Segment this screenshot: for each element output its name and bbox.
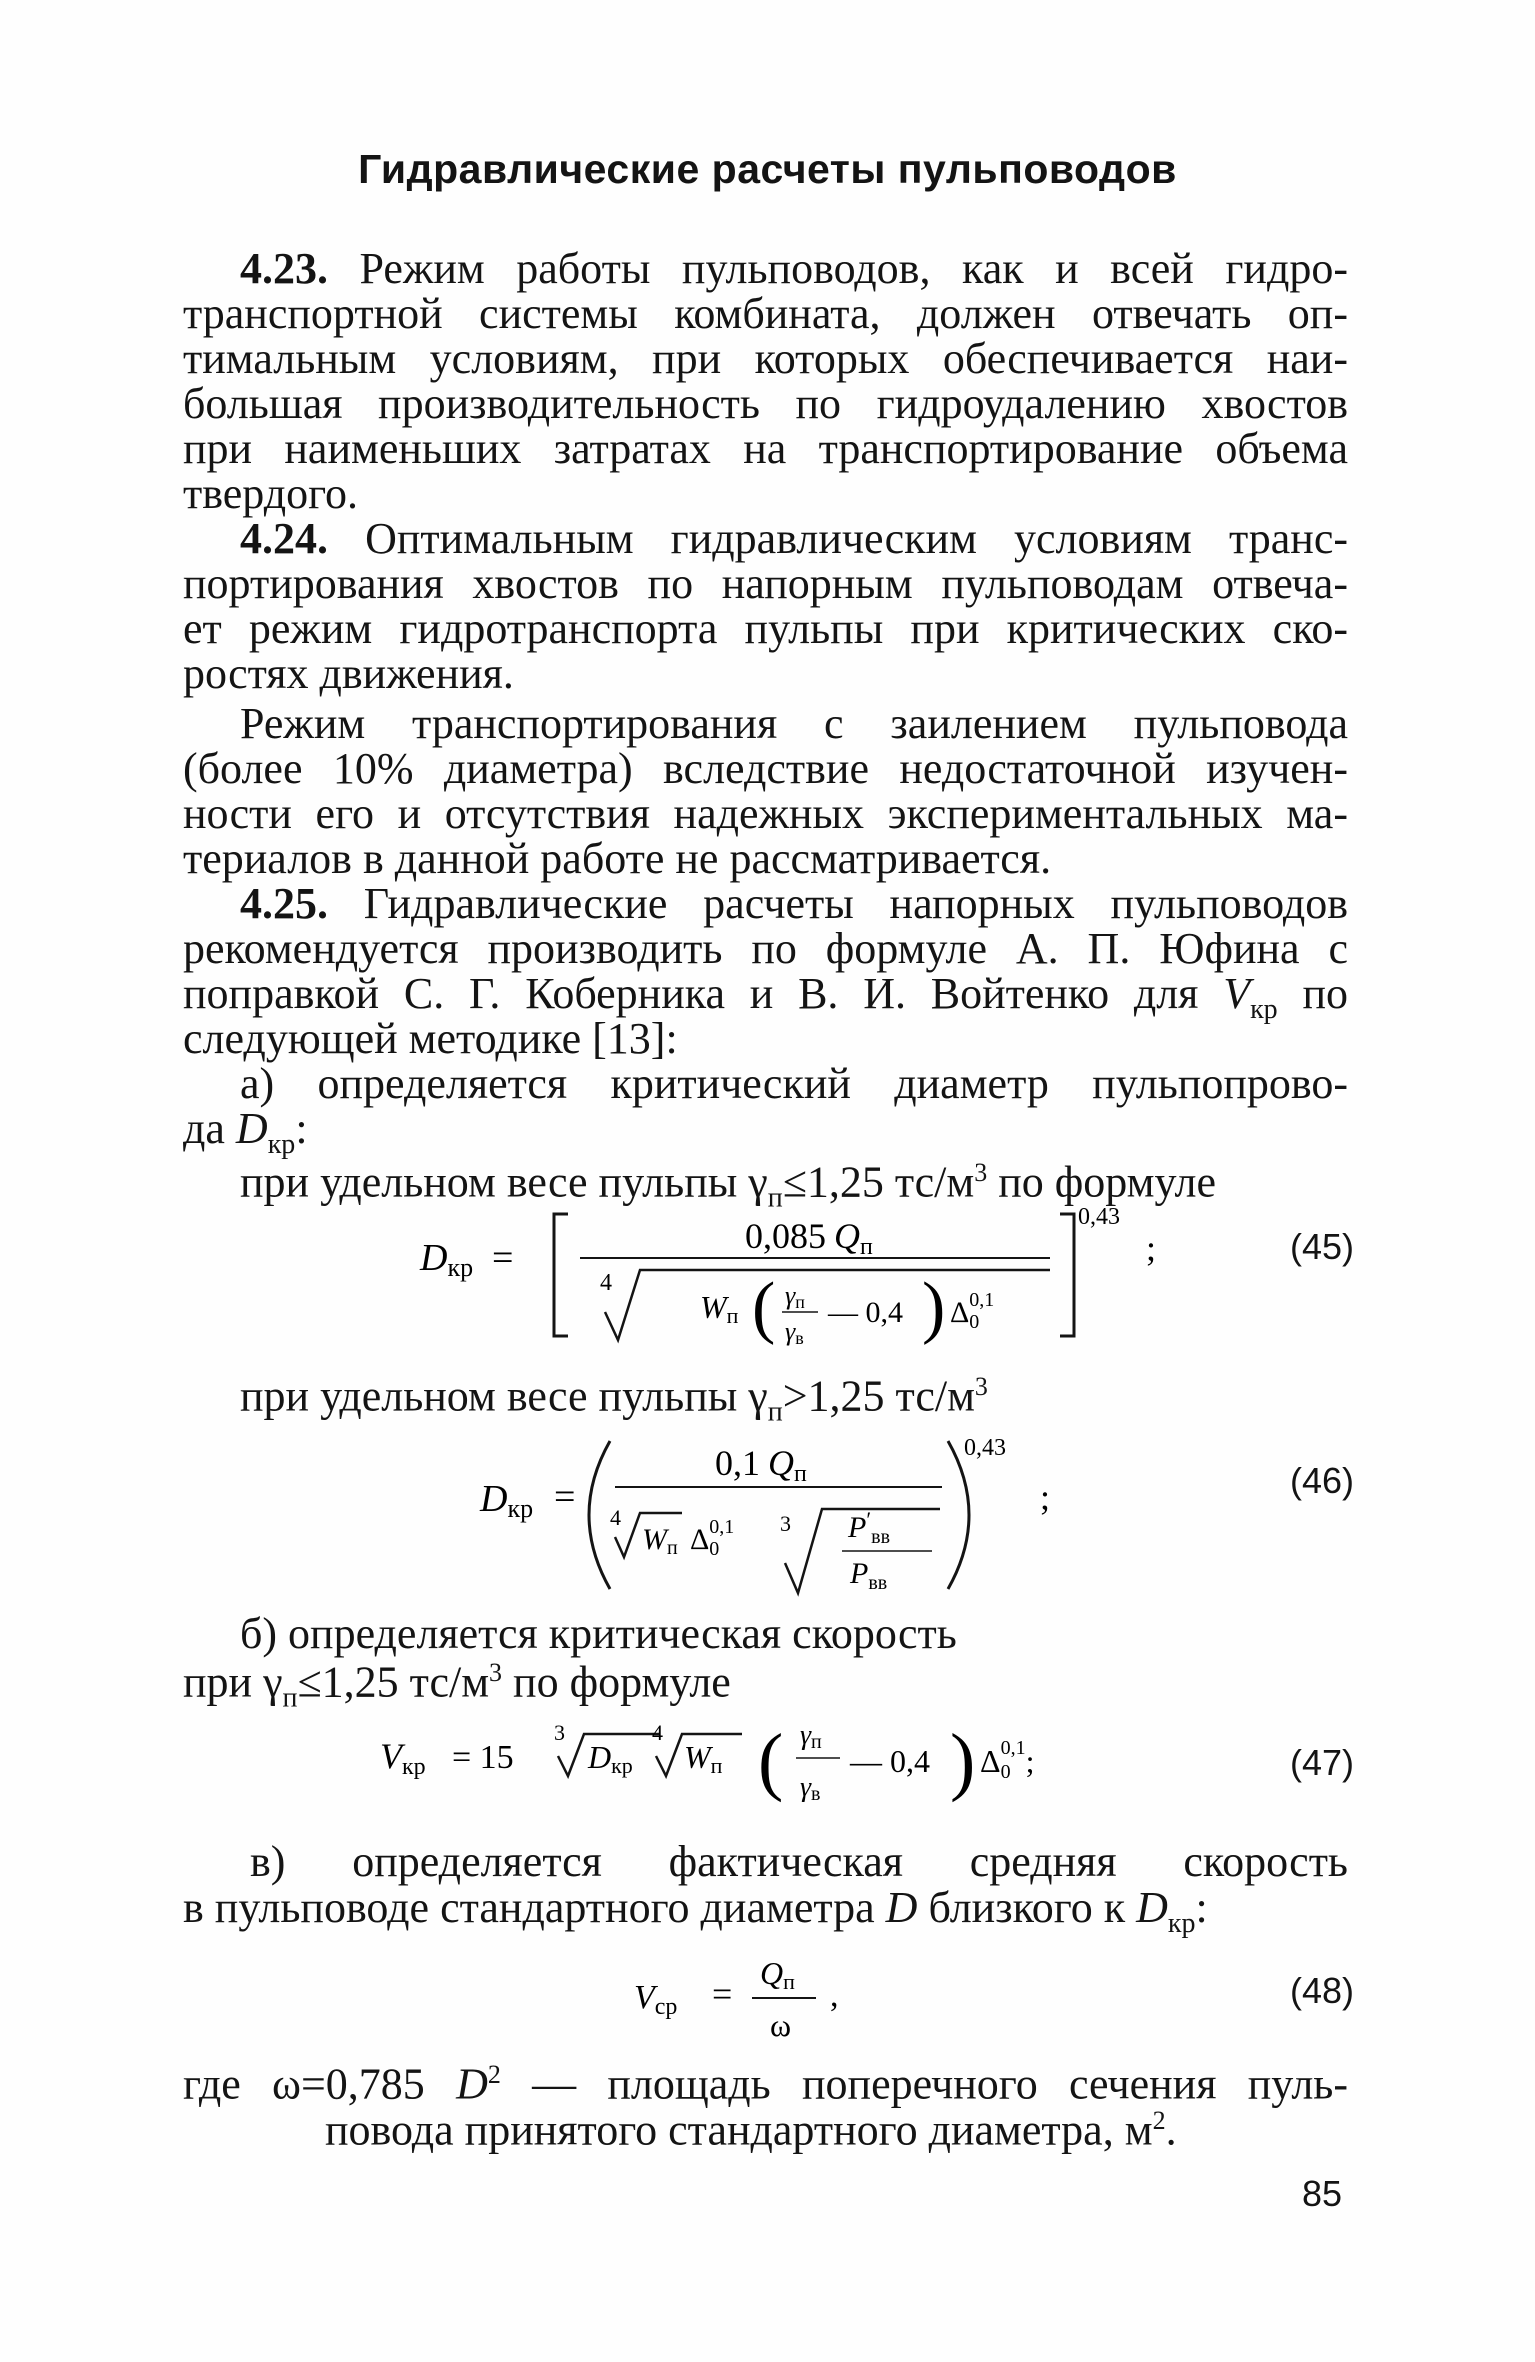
subscript: п xyxy=(767,1182,783,1214)
text-line xyxy=(183,2059,1348,2109)
superscript: 2 xyxy=(487,2060,501,2089)
text-span: где ω=0,785 xyxy=(183,2059,425,2109)
eq47-coef: = 15 xyxy=(452,1739,514,1776)
eq46-lhs: Dкр xyxy=(480,1478,534,1523)
paren-open: ( xyxy=(758,1719,784,1803)
eq46-w: Wп xyxy=(642,1523,678,1559)
text-line: транспортной системы комбината, должен отвечать оп- xyxy=(183,289,1348,338)
clause-number: 4.23. xyxy=(240,244,328,293)
subscript: кр xyxy=(1167,1907,1196,1939)
text-line: тимальным условиям, при которых обеспечивается наи- xyxy=(183,334,1348,383)
equation-number-47: (47) xyxy=(1290,1742,1355,1783)
text-span: >1,25 тс/м xyxy=(782,1371,975,1421)
text-span: при удельном весе пульпы γ xyxy=(240,1157,768,1207)
eq48-equals: = xyxy=(712,1974,733,2014)
root4-index: 4 xyxy=(610,1505,621,1530)
text-line: большая производительность по гидроудалению хвостов xyxy=(183,379,1348,428)
equation-48 xyxy=(620,1940,880,2050)
eq45-equals: = xyxy=(492,1237,514,1279)
clause-number: 4.24. xyxy=(240,514,328,563)
paren-close: ) xyxy=(922,1269,946,1346)
eq46-equals: = xyxy=(554,1476,576,1518)
big-paren-right xyxy=(948,1441,969,1589)
root4-index: 4 xyxy=(652,1720,663,1745)
text-line xyxy=(240,879,1348,928)
root3-index: 3 xyxy=(554,1720,565,1745)
text-line: ростях движения. xyxy=(183,649,514,698)
equation-number-45: (45) xyxy=(1290,1226,1355,1267)
text-span: ≤1,25 тс/м xyxy=(297,1657,490,1707)
eq46-exponent: 0,43 xyxy=(964,1435,1006,1461)
var-d: D xyxy=(1136,1883,1168,1932)
eq48-comma: , xyxy=(830,1977,839,2014)
text-line: ет режим гидротранспорта пульпы при критических ско- xyxy=(183,604,1348,653)
var-d: D xyxy=(456,2059,488,2109)
text-span: повода принятого стандартного диаметра, м xyxy=(325,2105,1153,2155)
eq47-d: Dкр xyxy=(588,1739,633,1778)
text-span: : xyxy=(1195,1883,1208,1932)
condition-line xyxy=(240,1371,988,1428)
eq45-minus: — 0,4 xyxy=(828,1296,903,1329)
eq46-delta: $\Delta_00,1$ xyxy=(690,1516,735,1560)
left-bracket xyxy=(554,1214,568,1336)
eq45-g1: γп xyxy=(785,1281,805,1312)
text-span: ≤1,25 тс/м xyxy=(782,1157,975,1207)
text-span: по xyxy=(1302,969,1348,1018)
eq45-g2: γв xyxy=(785,1317,804,1348)
eq47-w: Wп xyxy=(684,1739,723,1778)
equation-47 xyxy=(370,1700,1120,1820)
text-line: ности его и отсутствия надежных экспериментальных ма- xyxy=(183,789,1348,838)
eq45-numerator: 0,085 Qп xyxy=(745,1216,873,1260)
text-line xyxy=(183,1104,308,1160)
eq48-q: Qп xyxy=(760,1955,795,1994)
eq47-lhs: Vкр xyxy=(380,1736,426,1780)
eq45-lhs: Dкр xyxy=(420,1237,474,1282)
text-span: близкого к xyxy=(928,1883,1126,1932)
paren-close: ) xyxy=(950,1719,976,1803)
equation-number-48: (48) xyxy=(1290,1970,1355,2011)
text-span: при γ xyxy=(183,1657,283,1707)
text-line xyxy=(325,2105,1177,2155)
text-span: в пульповоде стандартного диаметра xyxy=(183,1883,875,1932)
text-line: а) определяется критический диаметр пульпопрово- xyxy=(240,1059,1348,1108)
clause-number: 4.25. xyxy=(240,879,328,928)
text-span: Оптимальным гидравлическим условиям транс- xyxy=(365,514,1348,563)
equation-number-46: (46) xyxy=(1290,1460,1355,1501)
v-kr xyxy=(1223,969,1278,1025)
paren-open: ( xyxy=(752,1269,776,1346)
text-span: по формуле xyxy=(987,1157,1217,1207)
text-line: Режим транспортирования с заилением пульповода xyxy=(240,699,1348,748)
text-line xyxy=(240,514,1348,563)
text-span: при удельном весе пульпы γ xyxy=(240,1371,768,1421)
eq46-p1: $P'_{вв}$ xyxy=(848,1507,891,1548)
eq47-g2: γв xyxy=(800,1772,821,1805)
text-line: рекомендуется производить по формуле А. П. Юфина с xyxy=(183,924,1348,973)
superscript: 3 xyxy=(489,1658,503,1687)
eq48-omega: ω xyxy=(770,2007,792,2043)
text-span: да xyxy=(183,1104,225,1153)
var-d: D xyxy=(235,1104,268,1153)
subscript: кр xyxy=(267,1128,296,1160)
var-v: V xyxy=(1223,969,1251,1018)
equation-46 xyxy=(450,1425,1090,1605)
equation-45 xyxy=(400,1200,1200,1350)
text-line: териалов в данной работе не рассматривается. xyxy=(183,834,1052,883)
subscript: п xyxy=(767,1396,783,1428)
root3-index: 3 xyxy=(780,1511,791,1536)
eq45-delta: $\Delta_00,1$ xyxy=(950,1289,995,1333)
eq47-minus: — 0,4 xyxy=(850,1743,930,1779)
subscript: кр xyxy=(1250,993,1278,1025)
text-span: по формуле xyxy=(502,1657,731,1707)
text-line: (более 10% диаметра) вследствие недостаточной изучен- xyxy=(183,744,1348,793)
superscript: 3 xyxy=(974,1158,988,1187)
text-span: Гидравлические расчеты напорных пульповодов xyxy=(363,879,1348,928)
text-line: при наименьших затратах на транспортирование объема xyxy=(183,424,1348,473)
text-span: . xyxy=(1165,2105,1177,2155)
eq45-w: Wп xyxy=(700,1289,739,1328)
eq45-exponent: 0,43 xyxy=(1078,1204,1120,1230)
section-heading: Гидравлические расчеты пульповодов xyxy=(358,146,1177,192)
text-line xyxy=(240,244,1348,293)
text-line xyxy=(183,1883,1208,1939)
eq47-delta: Δ00,1; xyxy=(980,1737,1035,1783)
text-line: портирования хвостов по напорным пульповодам отвеча- xyxy=(183,559,1348,608)
eq46-semicolon: ; xyxy=(1040,1477,1051,1517)
root-index: 4 xyxy=(600,1270,612,1296)
eq48-lhs: Vср xyxy=(634,1979,678,2020)
text-line: в) определяется фактическая средняя скорость xyxy=(250,1837,1348,1886)
var-d: D xyxy=(885,1883,918,1932)
eq46-p2: $P_{вв}$ xyxy=(850,1557,888,1594)
text-span: — площадь поперечного сечения пуль- xyxy=(532,2059,1348,2109)
eq46-numerator: 0,1 Qп xyxy=(715,1443,807,1487)
text-span: поправкой С. Г. Коберника и В. И. Войтенко для xyxy=(183,969,1199,1018)
superscript: 3 xyxy=(974,1372,988,1401)
eq47-g1: γп xyxy=(800,1720,822,1753)
text-span: Режим работы пульповодов, как и всей гидро- xyxy=(359,244,1348,293)
text-line: твердого. xyxy=(183,469,359,518)
text-line: б) определяется критическая скорость xyxy=(240,1609,957,1658)
big-paren-left xyxy=(589,1441,610,1589)
text-line: следующей методике [13]: xyxy=(183,1014,678,1063)
page-number: 85 xyxy=(1302,2173,1343,2214)
text-span: : xyxy=(295,1104,308,1153)
right-bracket xyxy=(1060,1214,1074,1336)
superscript: 2 xyxy=(1152,2106,1166,2135)
eq45-semicolon: ; xyxy=(1146,1228,1157,1268)
subscript: п xyxy=(282,1682,298,1714)
